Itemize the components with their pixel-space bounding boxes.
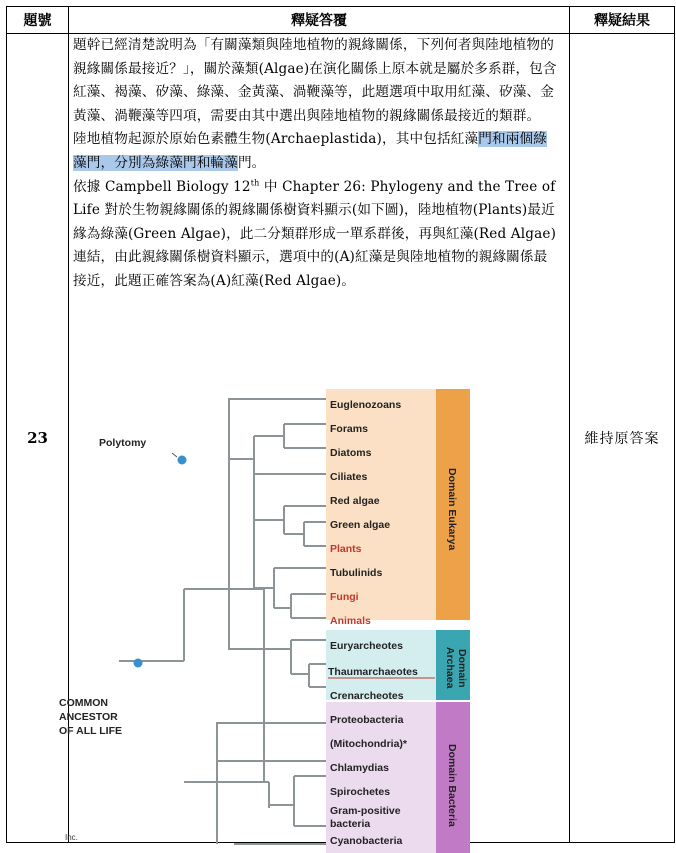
paragraph-3-text-a: 依據 Campbell Biology 12: [73, 178, 251, 195]
taxon-forams: Forams: [330, 423, 368, 435]
phylogenetic-tree-figure: [59, 356, 569, 847]
answer-row: [7, 34, 675, 843]
figure-credit: Inc.: [65, 833, 78, 842]
taxon-chlamydias: Chlamydias: [330, 762, 389, 774]
answer-cell: [59, 34, 570, 847]
taxon-thaumarchaeotes: Thaumarchaeotes: [328, 666, 418, 678]
header-answer: 釋疑答覆: [69, 7, 570, 34]
paragraph-2-end: 門。: [237, 154, 266, 171]
taxon-euglenozoans: Euglenozoans: [330, 399, 402, 411]
taxon-green-algae: Green algae: [330, 519, 391, 531]
taxon-cyanobacteria: Cyanobacteria: [330, 835, 403, 847]
taxon-gram-positive-1: Gram-positive: [330, 805, 401, 817]
ancestor-label-1: COMMON: [59, 697, 108, 709]
taxon-fungi: Fungi: [330, 591, 359, 603]
highlighted-text: 門和兩個綠藻門，分別為綠藻門和輪藻: [73, 131, 547, 171]
polytomy-node: [178, 456, 187, 465]
taxon-animals: Animals: [330, 615, 371, 627]
result-value: 維持原答案: [570, 34, 675, 843]
answer-paragraph-3: [69, 176, 569, 294]
taxon-red-algae: Red algae: [330, 495, 380, 507]
taxon-tubulinids: Tubulinids: [330, 567, 383, 579]
root-node: [134, 659, 143, 668]
domain-eukarya-label: Domain Eukarya: [446, 468, 458, 551]
taxon-euryarcheotes: Euryarcheotes: [330, 640, 403, 652]
answer-table: [6, 6, 675, 847]
paragraph-3-superscript: th: [250, 178, 260, 188]
domain-archaea-label-1: Domain: [456, 649, 468, 688]
taxon-crenarcheotes: Crenarcheotes: [330, 690, 404, 702]
taxon-spirochetes: Spirochetes: [330, 786, 391, 798]
ancestor-label-3: OF ALL LIFE: [59, 725, 122, 737]
polytomy-label: Polytomy: [99, 437, 147, 449]
ancestor-label-2: ANCESTOR: [59, 711, 118, 723]
answer-paragraph-2: [69, 128, 569, 175]
polytomy-pointer: [172, 453, 177, 457]
paragraph-2-text: 陸地植物起源於原始色素體生物(Archaeplastida)，其中包括紅藻: [73, 131, 479, 148]
taxon-gram-positive-2: bacteria: [330, 818, 371, 830]
taxon-diatoms: Diatoms: [330, 447, 372, 459]
taxon-plants: Plants: [330, 543, 362, 555]
question-number: 23: [7, 34, 69, 843]
domain-archaea-label-2: Archaea: [444, 647, 456, 689]
header-row: [7, 7, 675, 34]
header-question-number: 題號: [7, 7, 69, 34]
taxon-ciliates: Ciliates: [330, 471, 368, 483]
domain-bacteria-label: Domain Bacteria: [446, 744, 458, 827]
header-result: 釋疑結果: [570, 7, 675, 34]
paragraph-3-text-b: 中 Chapter 26: Phylogeny and the Tree of Life 對於生物親緣關係的親緣關係樹資料顯示(如下圖)，陸地植物(Plants)最近緣為綠藻(Green Algae)，此二分類群形成一單系群後，再與紅藻(Red Algae)連結，由此親緣關係樹資料顯示，選項中的(A)紅藻是與陸地植物的親緣關係最接近，此題正確答案為(A)紅藻(Red Algae)。: [73, 178, 557, 289]
taxon-proteobacteria: Proteobacteria: [330, 714, 404, 726]
tree-branches: [119, 399, 326, 844]
answer-paragraph-1: 題幹已經清楚說明為「有關藻類與陸地植物的親緣關係，下列何者與陸地植物的親緣關係最接近？」，關於藻類(Algae)在演化關係上原本就是屬於多系群，包含紅藻、褐藻、矽藻、綠藻、金黃藻、渦鞭藻等，此題選項中取用紅藻、矽藻、金黃藻、渦鞭藻等四項，需要由其中選出與陸地植物的親緣關係最接近的類群。: [73, 37, 557, 124]
taxon-mitochondria: (Mitochondria)*: [330, 738, 407, 750]
